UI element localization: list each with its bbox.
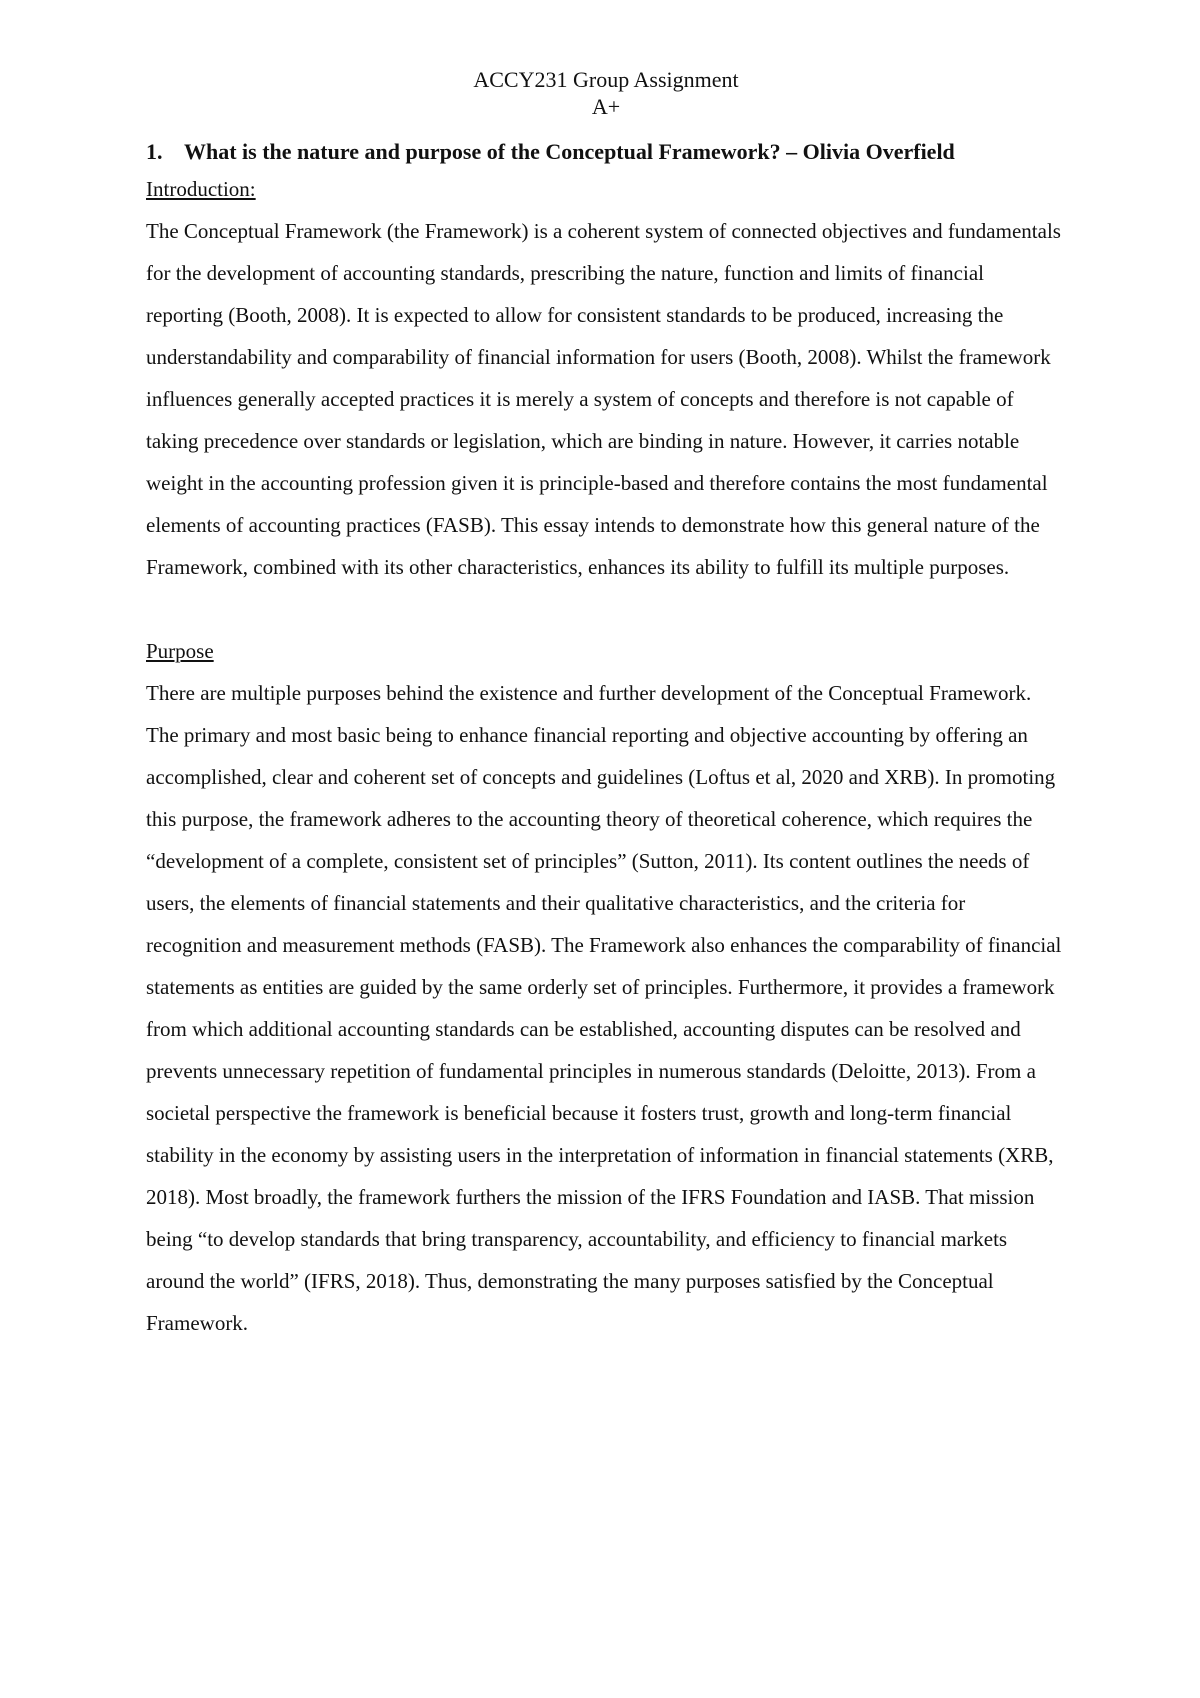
question-number: 1. (146, 139, 163, 164)
purpose-heading: Purpose (146, 639, 214, 663)
document-title: ACCY231 Group Assignment (473, 67, 739, 92)
section-spacer (146, 588, 1066, 630)
title-block (146, 66, 1066, 120)
introduction-heading: Introduction: (146, 177, 256, 201)
document-page (146, 66, 1066, 1344)
document-grade: A+ (591, 94, 621, 119)
introduction-paragraph: The Conceptual Framework (the Framework) is a coherent system of connected objectives and fundamentals for the development of accounting standards, prescribing the nature, function and limits of financial reporting (Booth, 2008). It is expected to allow for consistent standards to be produced, increasing the understandability and comparability of financial information for users (Booth, 2008). Whilst the framework influences generally accepted practices it is merely a system of concepts and therefore is not capable of taking precedence over standards or legislation, which are binding in nature. However, it carries notable weight in the accounting profession given it is principle-based and therefore contains the most fundamental elements of accounting practices (FASB). This essay intends to demonstrate how this general nature of the Framework, combined with its other characteristics, enhances its ability to fulfill its multiple purposes. (146, 219, 1061, 579)
question-text: What is the nature and purpose of the Conceptual Framework? – Olivia Overfield (184, 139, 955, 164)
question-heading (146, 138, 1066, 166)
purpose-paragraph: There are multiple purposes behind the existence and further development of the Conceptual Framework. The primary and most basic being to enhance financial reporting and objective accounting by offering an accomplished, clear and coherent set of concepts and guidelines (Loftus et al, 2020 and XRB). In promoting this purpose, the framework adheres to the accounting theory of theoretical coherence, which requires the “development of a complete, consistent set of principles” (Sutton, 2011). Its content outlines the needs of users, the elements of financial statements and their qualitative characteristics, and the criteria for recognition and measurement methods (FASB). The Framework also enhances the comparability of financial statements as entities are guided by the same orderly set of principles. Furthermore, it provides a framework from which additional accounting standards can be established, accounting disputes can be resolved and prevents unnecessary repetition of fundamental principles in numerous standards (Deloitte, 2013). From a societal perspective the framework is beneficial because it fosters trust, growth and long-term financial stability in the economy by assisting users in the interpretation of information in financial statements (XRB, 2018). Most broadly, the framework furthers the mission of the IFRS Foundation and IASB. That mission being “to develop standards that bring transparency, accountability, and efficiency to financial markets around the world” (IFRS, 2018). Thus, demonstrating the many purposes satisfied by the Conceptual Framework. (146, 681, 1062, 1335)
